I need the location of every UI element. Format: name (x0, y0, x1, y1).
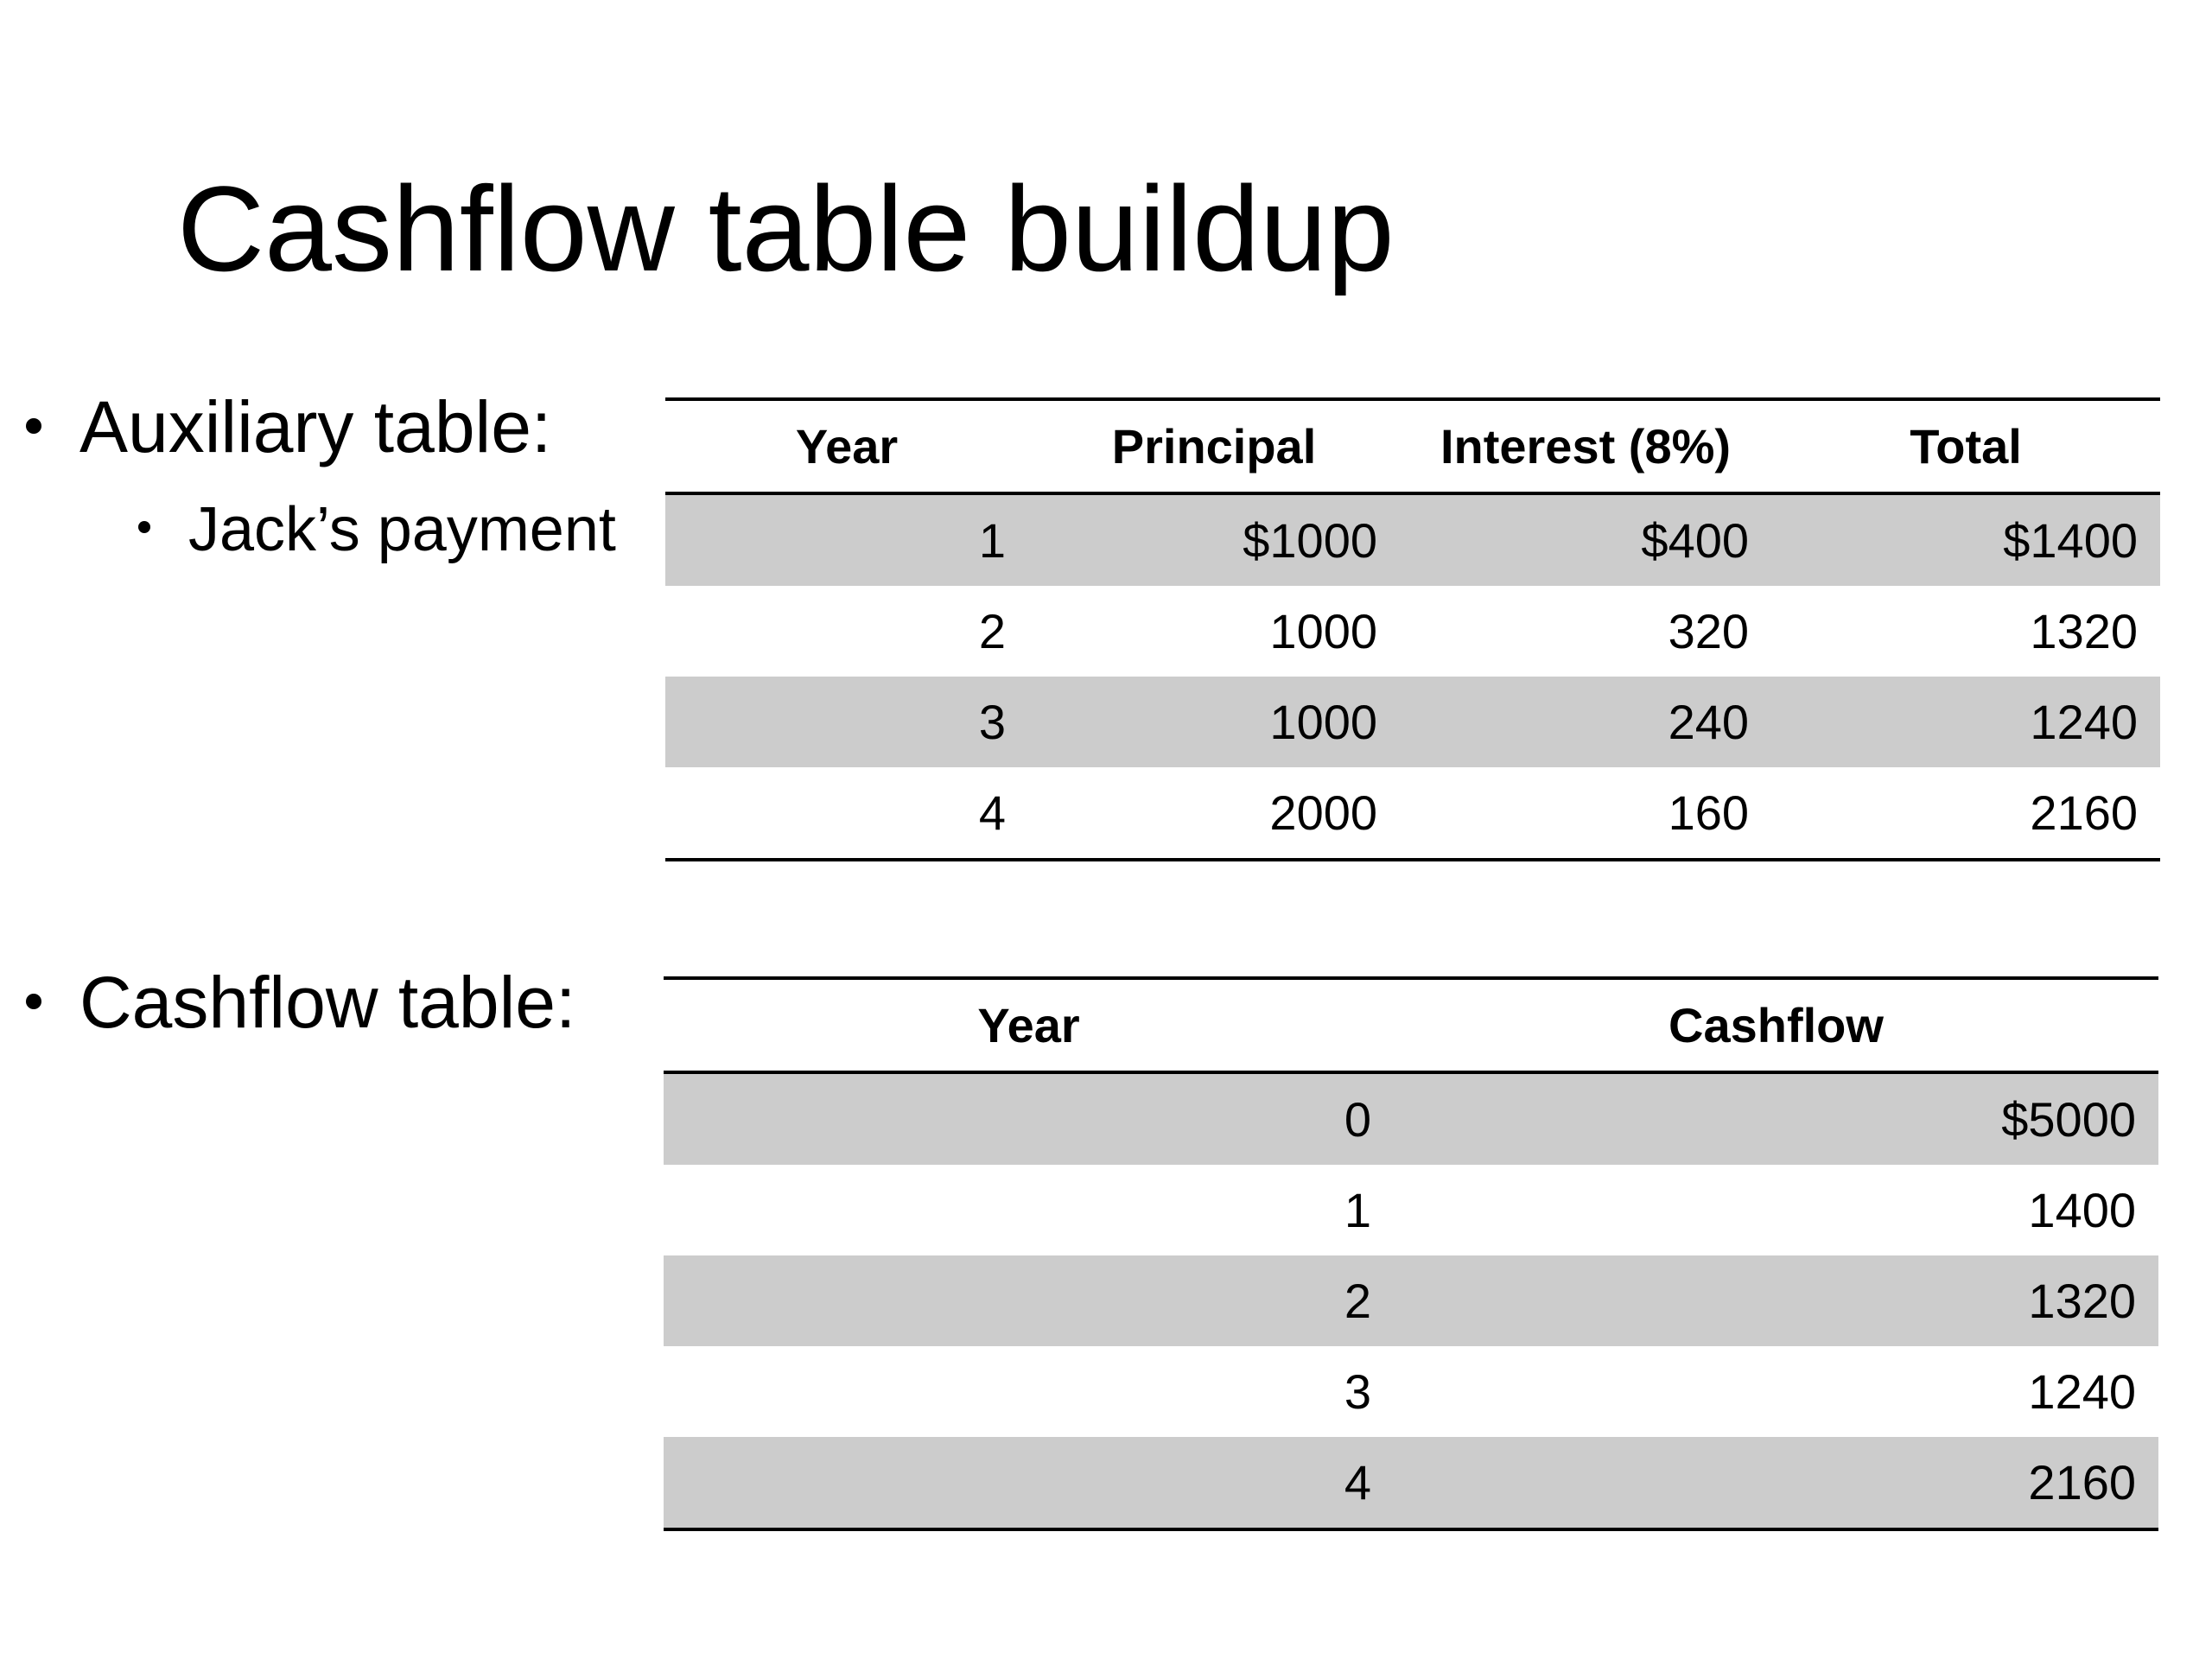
header-cell-principal: Principal (1028, 399, 1400, 493)
table-cell: 4 (665, 767, 1028, 860)
table-row (664, 1437, 2158, 1529)
table-cell: 2000 (1028, 767, 1400, 860)
header-cell-year: Year (664, 978, 1394, 1072)
table-cell: 0 (664, 1072, 1394, 1165)
table-row (665, 677, 2160, 767)
table-cell: 1320 (2030, 604, 2138, 658)
table-row (665, 493, 2160, 586)
bullet-label: Cashflow table: (79, 962, 576, 1043)
table-cell: $1400 (1771, 493, 2160, 586)
bullet-cashflow-table (26, 962, 576, 1043)
table-cell: 1240 (2028, 1364, 2136, 1419)
table-cell: 1240 (1771, 677, 2160, 767)
header-cell-interest: Interest (8%) (1400, 399, 1771, 493)
table-header-row (665, 399, 2160, 493)
header-cell-year: Year (665, 399, 1028, 493)
table-cell: 2 (664, 1255, 1394, 1346)
table-cell: 240 (1400, 677, 1771, 767)
table-cell: 3 (1344, 1364, 1371, 1419)
table-cell: $400 (1400, 493, 1771, 586)
table-cell: $1000 (1028, 493, 1400, 586)
table-cell: 2 (978, 604, 1006, 658)
bullet-dot-icon (138, 521, 150, 533)
table-cell: 160 (1400, 767, 1771, 860)
table-cell: 4 (664, 1437, 1394, 1529)
table-row (665, 767, 2160, 860)
table-cell: 1 (1344, 1183, 1371, 1237)
table-cell: 2160 (1771, 767, 2160, 860)
auxiliary-table (665, 397, 2160, 861)
table-cell: 2160 (1394, 1437, 2158, 1529)
table-row (664, 1072, 2158, 1165)
table-cell: 3 (665, 677, 1028, 767)
header-cell-total: Total (1771, 399, 2160, 493)
table-header-row (664, 978, 2158, 1072)
table-cell: 1 (665, 493, 1028, 586)
table-cell: 1000 (1028, 677, 1400, 767)
table-row (664, 1165, 2158, 1255)
bullet-dot-icon (26, 418, 41, 434)
bullet-label: Auxiliary table: (79, 386, 552, 467)
table-cell: 320 (1668, 604, 1749, 658)
bullet-dot-icon (26, 994, 41, 1009)
table-cell: 1000 (1269, 604, 1377, 658)
header-cell-cashflow: Cashflow (1394, 978, 2158, 1072)
table-row (664, 1346, 2158, 1437)
slide-title: Cashflow table buildup (177, 161, 1395, 296)
table-cell: 1400 (2028, 1183, 2136, 1237)
table-row (664, 1255, 2158, 1346)
sub-bullet-jacks-payment (138, 495, 616, 564)
table-cell: 1320 (1394, 1255, 2158, 1346)
cashflow-table (664, 976, 2158, 1531)
table-cell: $5000 (1394, 1072, 2158, 1165)
bullet-auxiliary-table (26, 386, 552, 467)
table-row (665, 586, 2160, 677)
sub-bullet-label: Jack’s payment (188, 495, 616, 564)
